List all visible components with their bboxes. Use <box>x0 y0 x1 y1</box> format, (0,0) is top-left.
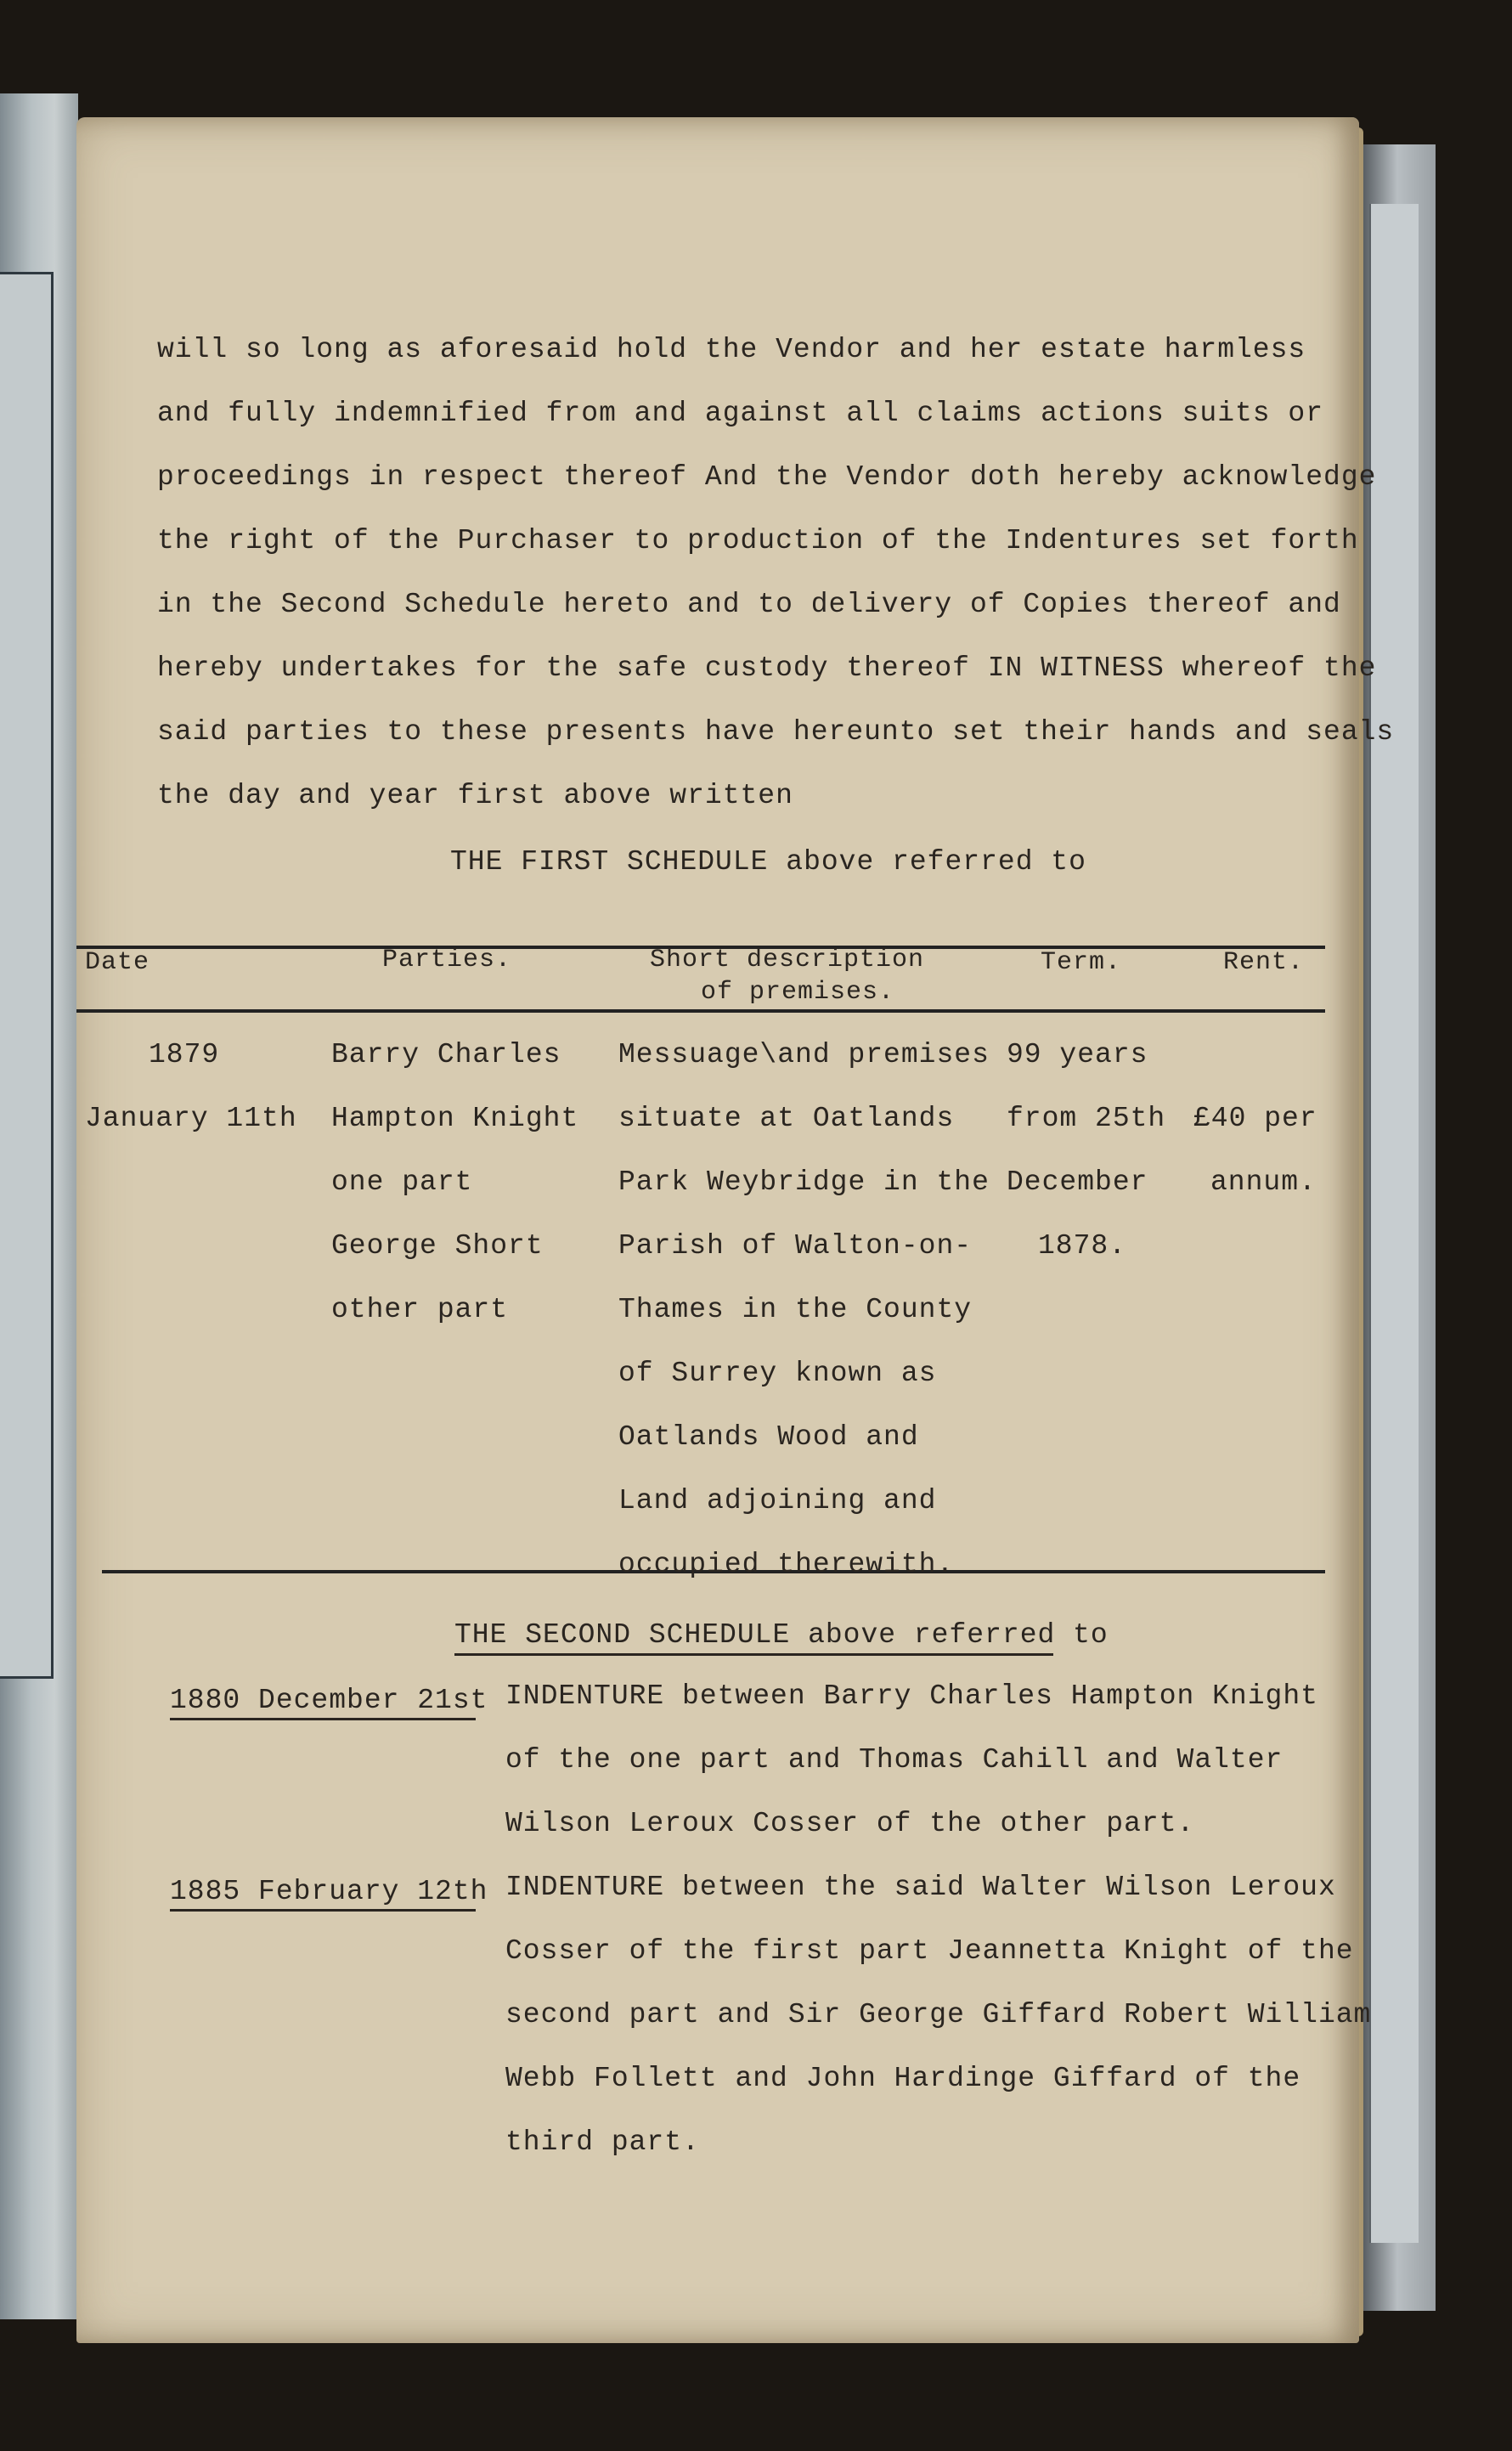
entry-line: INDENTURE between the said Walter Wilson Leroux <box>505 1872 1336 1903</box>
entry-line: Cosser of the first part Jeannetta Knight of the <box>505 1935 1354 1967</box>
row-date: 1879 <box>149 1039 220 1070</box>
body-line: will so long as aforesaid hold the Vendor and her estate harmless <box>157 334 1306 365</box>
body-line: said parties to these presents have hereunto set their hands and seals <box>157 716 1395 748</box>
row-rent: £40 per <box>1193 1103 1317 1134</box>
first-schedule-heading: THE FIRST SCHEDULE above referred to <box>450 846 1086 878</box>
entry-date: 1885 February 12th <box>170 1876 488 1907</box>
entry-date-underline <box>170 1718 476 1720</box>
body-line: and fully indemnified from and against all claims actions suits or <box>157 398 1324 429</box>
header-description-2: of premises. <box>701 978 895 1007</box>
row-description: Parish of Walton-on- <box>618 1230 973 1262</box>
header-parties: Parties. <box>382 946 512 974</box>
body-line: proceedings in respect thereof And the Vendor doth hereby acknowledge <box>157 461 1377 493</box>
entry-line: Wilson Leroux Cosser of the other part. <box>505 1808 1195 1839</box>
entry-date-underline <box>170 1909 476 1912</box>
row-term: 1878. <box>1038 1230 1127 1262</box>
row-date: January 11th <box>85 1103 297 1134</box>
body-line: the right of the Purchaser to production of the Indentures set forth <box>157 525 1359 556</box>
row-description: Oatlands Wood and <box>618 1421 919 1453</box>
table-header-rule <box>76 1009 1325 1013</box>
row-parties: George Short <box>331 1230 544 1262</box>
entry-line: second part and Sir George Giffard Robert William <box>505 1999 1372 2030</box>
right-binding-inner <box>1369 204 1419 2243</box>
row-term: 99 years <box>1007 1039 1148 1070</box>
header-rent: Rent. <box>1223 948 1305 977</box>
row-parties: other part <box>331 1294 509 1325</box>
second-schedule-heading: THE SECOND SCHEDULE above referred to <box>454 1619 1109 1651</box>
row-description: occupied therewith. <box>618 1549 955 1580</box>
body-line: in the Second Schedule hereto and to delivery of Copies thereof and <box>157 589 1341 620</box>
row-description: of Surrey known as <box>618 1358 937 1389</box>
row-term: from 25th <box>1007 1103 1166 1134</box>
body-line: the day and year first above written <box>157 780 793 811</box>
row-description: Messuage\and premises <box>618 1039 990 1070</box>
entry-line: of the one part and Thomas Cahill and Walter <box>505 1744 1284 1776</box>
row-description: Land adjoining and <box>618 1485 937 1516</box>
row-rent: annum. <box>1210 1166 1317 1198</box>
heading-underline <box>454 1653 1053 1656</box>
header-term: Term. <box>1041 948 1122 977</box>
entry-line: INDENTURE between Barry Charles Hampton Knight <box>505 1680 1318 1712</box>
entry-line: third part. <box>505 2126 700 2158</box>
row-description: Park Weybridge in the <box>618 1166 990 1198</box>
row-term: December <box>1007 1166 1148 1198</box>
row-parties: Barry Charles <box>331 1039 561 1070</box>
document-page <box>76 117 1395 2343</box>
body-line: hereby undertakes for the safe custody thereof IN WITNESS whereof the <box>157 652 1377 684</box>
row-description: Thames in the County <box>618 1294 973 1325</box>
entry-date: 1880 December 21st <box>170 1685 488 1716</box>
row-parties: Hampton Knight <box>331 1103 579 1134</box>
header-description: Short description <box>650 946 925 974</box>
left-page-edge <box>0 272 54 1679</box>
header-date: Date <box>85 948 150 977</box>
row-description: situate at Oatlands <box>618 1103 955 1134</box>
row-parties: one part <box>331 1166 473 1198</box>
entry-line: Webb Follett and John Hardinge Giffard of the <box>505 2063 1301 2094</box>
